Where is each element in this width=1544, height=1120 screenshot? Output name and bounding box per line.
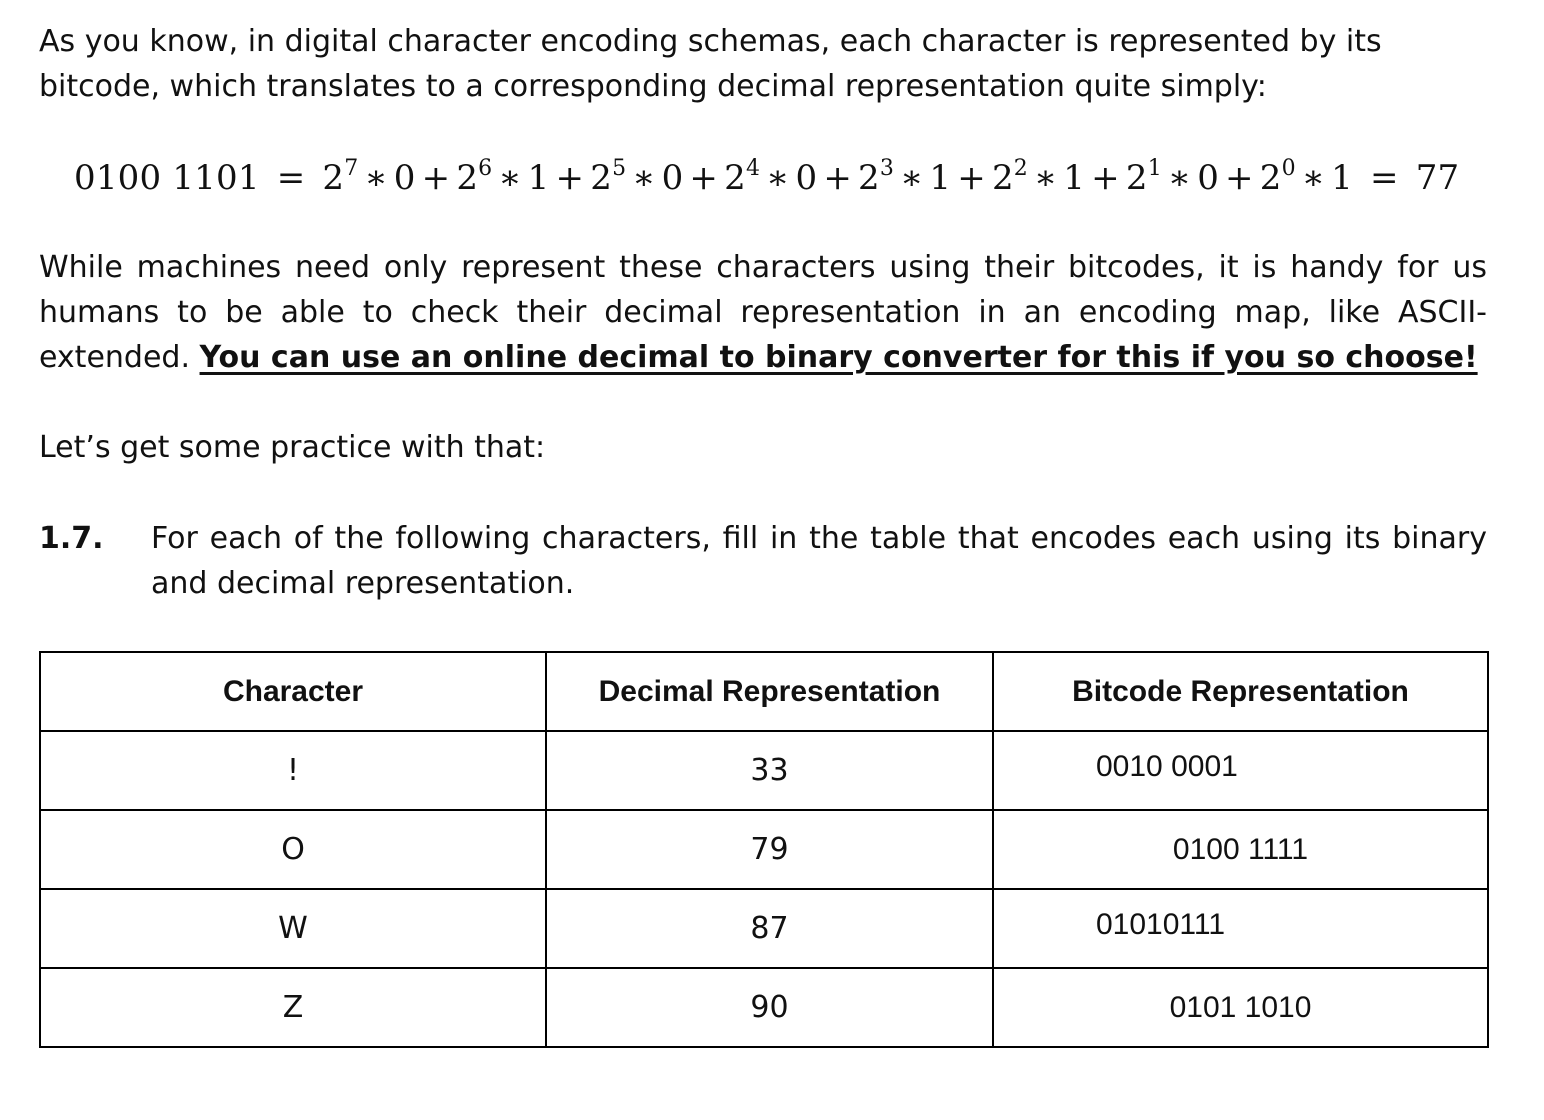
formula-term	[992, 158, 1085, 198]
header-bitcode: Bitcode Representation	[993, 652, 1488, 731]
term-bit: 1	[1063, 158, 1086, 198]
term-base: 2	[724, 158, 746, 198]
formula-term	[322, 158, 415, 198]
term-bit: 0	[393, 158, 416, 198]
term-exponent: 1	[1147, 156, 1162, 181]
formula-plus: +	[689, 158, 719, 198]
converter-tip: You can use an online decimal to binary converter for this if you so choose!	[199, 340, 1478, 375]
term-exponent: 7	[344, 156, 359, 181]
cell-character: !	[40, 731, 546, 810]
formula-term	[1260, 158, 1353, 198]
formula-term	[1126, 158, 1219, 198]
cell-bitcode: 0101 1010	[993, 968, 1488, 1047]
cell-decimal: 90	[546, 968, 993, 1047]
formula-times: ∗	[1301, 158, 1326, 198]
cell-bitcode	[993, 731, 1488, 810]
cell-bitcode	[993, 889, 1488, 968]
formula-times: ∗	[1033, 158, 1058, 198]
formula-term	[456, 158, 549, 198]
formula-plus: +	[823, 158, 853, 198]
formula-times: ∗	[766, 158, 790, 198]
term-exponent: 6	[478, 156, 493, 181]
term-base: 2	[590, 158, 613, 198]
cell-decimal: 79	[546, 810, 993, 889]
cell-character: Z	[40, 968, 546, 1047]
cell-character: O	[40, 810, 546, 889]
cell-decimal: 33	[546, 731, 993, 810]
term-exponent: 5	[612, 156, 627, 181]
formula-plus: +	[555, 158, 585, 198]
table-row	[40, 810, 1488, 889]
term-bit: 0	[1197, 158, 1220, 198]
term-exponent: 4	[745, 156, 761, 181]
header-decimal: Decimal Representation	[546, 652, 993, 731]
term-base: 2	[991, 158, 1014, 198]
formula-result: 77	[1415, 158, 1460, 198]
bitcode-value: 0010 0001	[1096, 749, 1238, 783]
term-exponent: 0	[1281, 156, 1296, 181]
formula-times: ∗	[364, 158, 388, 198]
term-exponent: 2	[1013, 156, 1028, 181]
term-bit: 1	[527, 158, 550, 198]
term-bit: 1	[1331, 158, 1353, 198]
encoding-table	[39, 651, 1489, 1048]
table-row	[40, 889, 1488, 968]
formula-term	[590, 158, 683, 198]
formula-plus: +	[1225, 158, 1254, 198]
intro-paragraph-3: Let’s get some practice with that:	[39, 430, 546, 465]
table-header-row	[40, 652, 1488, 731]
table-row	[40, 731, 1488, 810]
formula-times: ∗	[632, 158, 656, 198]
formula-equals: =	[276, 158, 306, 198]
formula-term	[858, 158, 951, 198]
term-base: 2	[322, 158, 345, 198]
term-bit: 1	[929, 158, 952, 198]
formula-plus: +	[957, 158, 986, 198]
formula-times: ∗	[900, 158, 924, 198]
table-row	[40, 968, 1488, 1047]
cell-character: W	[40, 889, 546, 968]
bitcode-value: 01010111	[1096, 907, 1226, 941]
formula-equals-final: =	[1369, 158, 1399, 198]
term-base: 2	[858, 158, 880, 198]
formula-terms	[322, 158, 1353, 198]
term-exponent: 3	[879, 156, 895, 181]
formula-times: ∗	[1167, 158, 1192, 198]
paragraph-2-text: While machines need only represent these characters using their bitcodes, it is handy for us humans to be able to check their decimal representation in an encoding map, like ASCII-extended.	[39, 250, 1487, 375]
intro-paragraph-2	[39, 245, 1487, 380]
header-character: Character	[40, 652, 546, 731]
formula-times: ∗	[498, 158, 522, 198]
term-bit: 0	[795, 158, 818, 198]
formula-plus: +	[1091, 158, 1120, 198]
question-text: For each of the following characters, fill in the table that encodes each using its binary and decimal representation.	[151, 521, 1487, 601]
intro-paragraph-1: As you know, in digital character encoding schemas, each character is represented by its bitcode, which translates to a corresponding decimal representation quite simply:	[39, 24, 1382, 104]
term-base: 2	[1259, 158, 1282, 198]
cell-bitcode: 0100 1111	[993, 810, 1488, 889]
term-base: 2	[1125, 158, 1148, 198]
formula-term	[724, 158, 817, 198]
cell-decimal: 87	[546, 889, 993, 968]
term-bit: 0	[661, 158, 684, 198]
term-base: 2	[456, 158, 479, 198]
formula-plus: +	[421, 158, 451, 198]
binary-expansion-formula	[74, 153, 1459, 203]
formula-lhs: 0100 1101	[74, 158, 260, 198]
question-number: 1.7.	[39, 521, 104, 556]
